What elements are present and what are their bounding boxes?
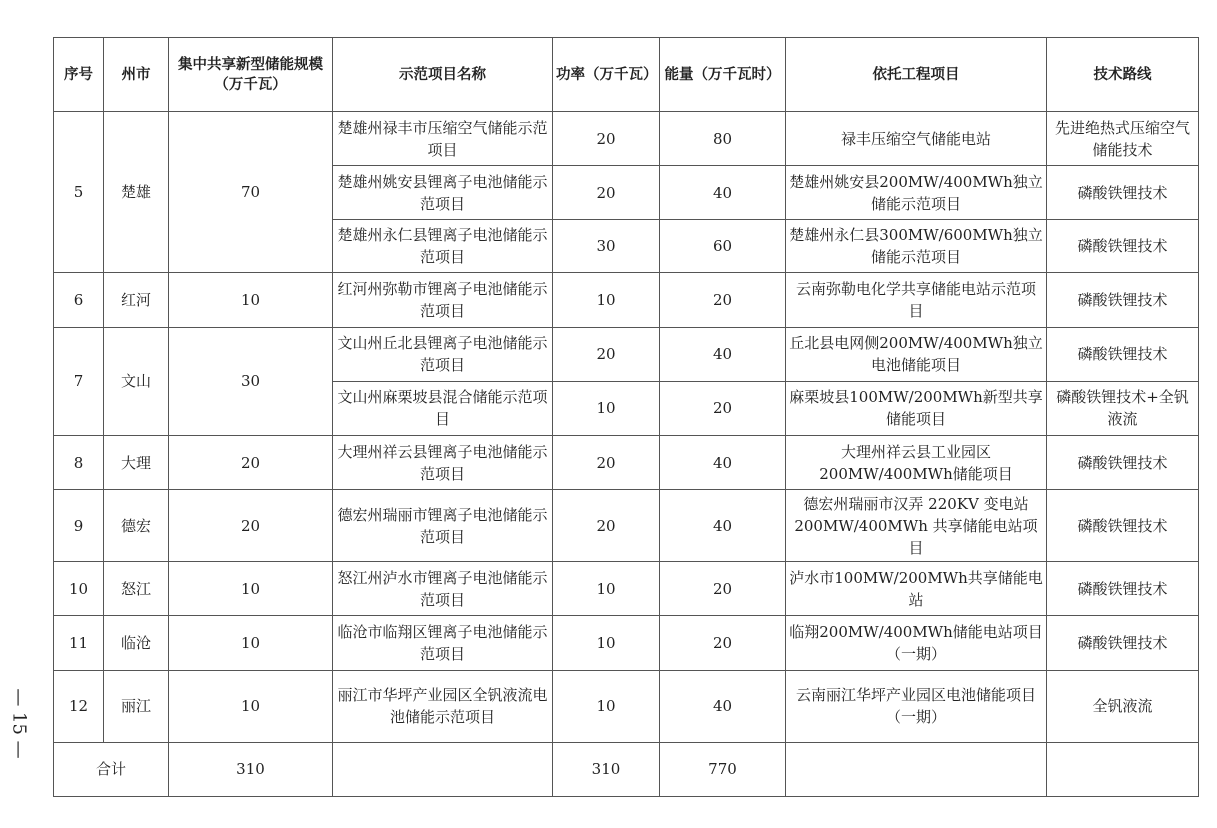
- header-row: [54, 38, 1199, 112]
- project-tech: 磷酸铁锂技术: [1047, 435, 1199, 489]
- project-name: 红河州弥勒市锂离子电池储能示范项目: [333, 273, 553, 327]
- project-energy: 20: [660, 273, 786, 327]
- row-city: 丽江: [104, 670, 169, 742]
- project-energy: 40: [660, 670, 786, 742]
- project-tech: 磷酸铁锂技术: [1047, 220, 1199, 273]
- project-power: 20: [553, 435, 660, 489]
- project-power: 10: [553, 562, 660, 616]
- header-city: 州市: [104, 38, 169, 112]
- row-scale: 30: [169, 327, 333, 435]
- project-energy: 60: [660, 220, 786, 273]
- project-name: 文山州麻栗坡县混合储能示范项目: [333, 381, 553, 435]
- project-energy: 40: [660, 327, 786, 381]
- project-base: 禄丰压缩空气储能电站: [786, 112, 1047, 166]
- project-name: 怒江州泸水市锂离子电池储能示范项目: [333, 562, 553, 616]
- project-tech: 全钒液流: [1047, 670, 1199, 742]
- total-power: 310: [553, 742, 660, 796]
- project-base: 云南丽江华坪产业园区电池储能项目（一期）: [786, 670, 1047, 742]
- project-name: 楚雄州姚安县锂离子电池储能示范项目: [333, 166, 553, 220]
- project-base: 泸水市100MW/200MWh共享储能电站: [786, 562, 1047, 616]
- total-empty-tech: [1047, 742, 1199, 796]
- page-number: [6, 678, 32, 768]
- header-tech-route: 技术路线: [1047, 38, 1199, 112]
- project-energy: 40: [660, 166, 786, 220]
- header-energy: 能量（万千瓦时）: [660, 38, 786, 112]
- table-row: [54, 490, 1199, 562]
- row-city: 大理: [104, 435, 169, 489]
- header-base-project: 依托工程项目: [786, 38, 1047, 112]
- project-name: 楚雄州禄丰市压缩空气储能示范项目: [333, 112, 553, 166]
- row-scale: 10: [169, 616, 333, 670]
- table-row: [54, 327, 1199, 381]
- row-no: 11: [54, 616, 104, 670]
- project-tech: 磷酸铁锂技术: [1047, 616, 1199, 670]
- project-power: 10: [553, 381, 660, 435]
- row-no: 9: [54, 490, 104, 562]
- row-scale: 20: [169, 490, 333, 562]
- row-city: 怒江: [104, 562, 169, 616]
- project-energy: 40: [660, 435, 786, 489]
- row-no: 6: [54, 273, 104, 327]
- total-label: 合计: [54, 742, 169, 796]
- row-scale: 70: [169, 112, 333, 273]
- header-scale: 集中共享新型储能规模（万千瓦）: [169, 38, 333, 112]
- project-power: 20: [553, 112, 660, 166]
- row-city: 红河: [104, 273, 169, 327]
- project-base: 德宏州瑞丽市汉弄 220KV 变电站200MW/400MWh 共享储能电站项目: [786, 490, 1047, 562]
- project-energy: 80: [660, 112, 786, 166]
- page-number-text: — 15 —: [8, 687, 30, 759]
- project-base: 楚雄州姚安县200MW/400MWh独立储能示范项目: [786, 166, 1047, 220]
- project-power: 10: [553, 273, 660, 327]
- row-city: 德宏: [104, 490, 169, 562]
- project-tech: 磷酸铁锂技术: [1047, 327, 1199, 381]
- total-empty-base: [786, 742, 1047, 796]
- table-row: [54, 435, 1199, 489]
- row-scale: 10: [169, 562, 333, 616]
- project-base: 临翔200MW/400MWh储能电站项目（一期）: [786, 616, 1047, 670]
- total-energy: 770: [660, 742, 786, 796]
- row-scale: 10: [169, 670, 333, 742]
- row-no: 8: [54, 435, 104, 489]
- total-empty-name: [333, 742, 553, 796]
- row-no: 12: [54, 670, 104, 742]
- project-tech: 磷酸铁锂技术: [1047, 273, 1199, 327]
- header-no: 序号: [54, 38, 104, 112]
- table-row: [54, 616, 1199, 670]
- project-power: 30: [553, 220, 660, 273]
- row-scale: 20: [169, 435, 333, 489]
- project-tech: 先进绝热式压缩空气储能技术: [1047, 112, 1199, 166]
- project-name: 丽江市华坪产业园区全钒液流电池储能示范项目: [333, 670, 553, 742]
- project-name: 德宏州瑞丽市锂离子电池储能示范项目: [333, 490, 553, 562]
- total-scale: 310: [169, 742, 333, 796]
- table-row: [54, 273, 1199, 327]
- table-row: [54, 562, 1199, 616]
- row-scale: 10: [169, 273, 333, 327]
- project-name: 临沧市临翔区锂离子电池储能示范项目: [333, 616, 553, 670]
- project-power: 20: [553, 327, 660, 381]
- project-energy: 20: [660, 562, 786, 616]
- project-energy: 20: [660, 381, 786, 435]
- row-city: 楚雄: [104, 112, 169, 273]
- row-city: 临沧: [104, 616, 169, 670]
- project-tech: 磷酸铁锂技术+全钒液流: [1047, 381, 1199, 435]
- project-base: 大理州祥云县工业园区200MW/400MWh储能项目: [786, 435, 1047, 489]
- project-name: 楚雄州永仁县锂离子电池储能示范项目: [333, 220, 553, 273]
- total-row: [54, 742, 1199, 796]
- project-tech: 磷酸铁锂技术: [1047, 166, 1199, 220]
- project-power: 10: [553, 670, 660, 742]
- project-power: 10: [553, 616, 660, 670]
- project-name: 文山州丘北县锂离子电池储能示范项目: [333, 327, 553, 381]
- project-base: 麻栗坡县100MW/200MWh新型共享储能项目: [786, 381, 1047, 435]
- header-power: 功率（万千瓦）: [553, 38, 660, 112]
- project-tech: 磷酸铁锂技术: [1047, 490, 1199, 562]
- project-tech: 磷酸铁锂技术: [1047, 562, 1199, 616]
- row-city: 文山: [104, 327, 169, 435]
- project-power: 20: [553, 490, 660, 562]
- table-row: [54, 670, 1199, 742]
- project-base: 云南弥勒电化学共享储能电站示范项目: [786, 273, 1047, 327]
- row-no: 5: [54, 112, 104, 273]
- project-energy: 20: [660, 616, 786, 670]
- row-no: 10: [54, 562, 104, 616]
- projects-table: [53, 37, 1199, 797]
- row-no: 7: [54, 327, 104, 435]
- table-row: [54, 112, 1199, 166]
- project-power: 20: [553, 166, 660, 220]
- project-name: 大理州祥云县锂离子电池储能示范项目: [333, 435, 553, 489]
- project-base: 丘北县电网侧200MW/400MWh独立电池储能项目: [786, 327, 1047, 381]
- project-energy: 40: [660, 490, 786, 562]
- project-base: 楚雄州永仁县300MW/600MWh独立储能示范项目: [786, 220, 1047, 273]
- header-project-name: 示范项目名称: [333, 38, 553, 112]
